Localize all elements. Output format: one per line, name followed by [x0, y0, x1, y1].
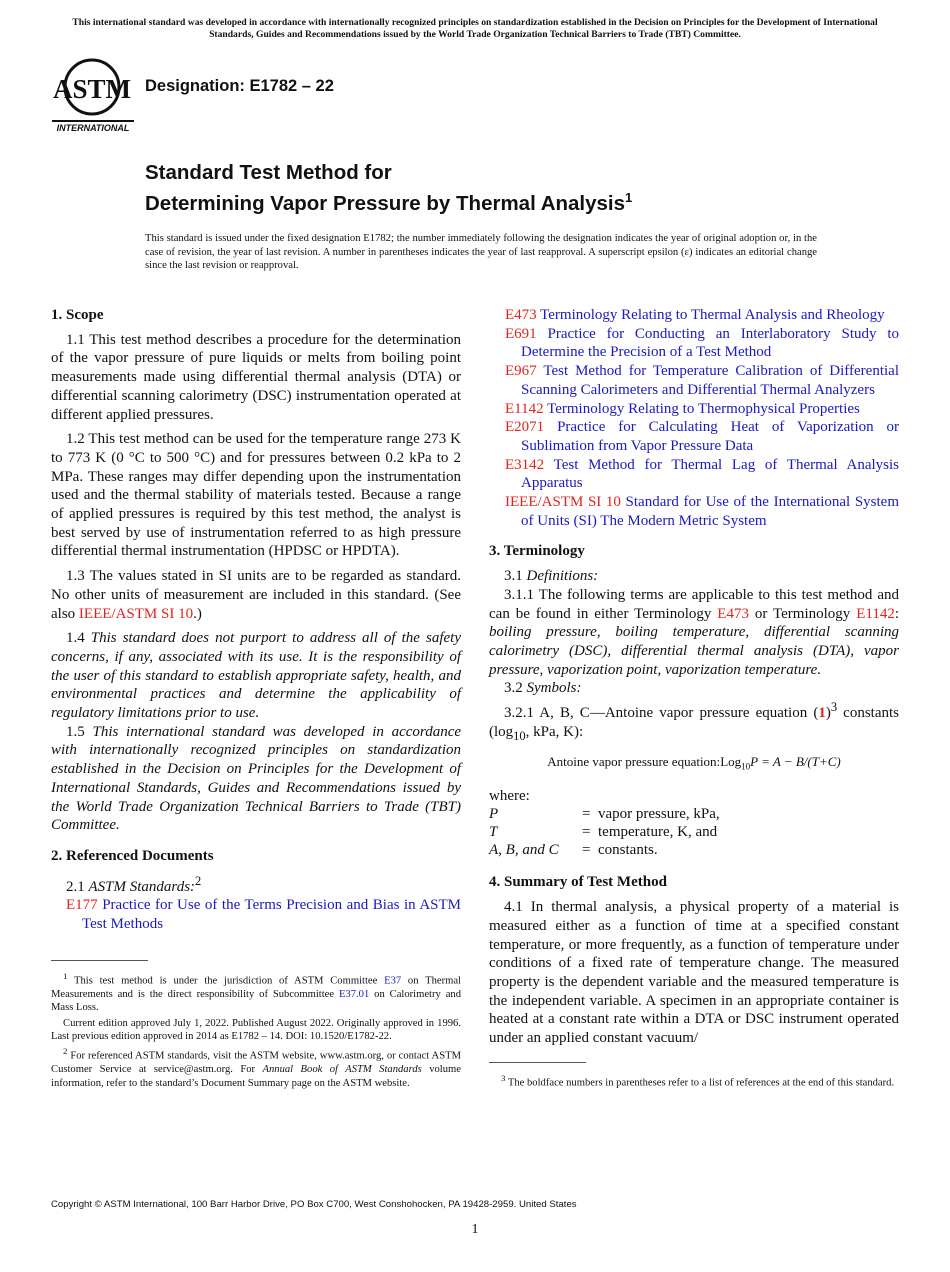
- ref-code[interactable]: E967: [505, 363, 537, 380]
- para-1-5: [51, 723, 461, 835]
- fn1-link-e3701[interactable]: E37.01: [338, 988, 370, 1000]
- right-column: [489, 306, 899, 1092]
- symbol-row: [489, 823, 720, 841]
- para-3-2-text: Symbols:: [526, 680, 582, 697]
- para-1-4-text: This standard does not purport to address all of the safety concerns, if any, associated with its use. It is the responsibility of the user of this standard to establish appropriate safety, health, and environmental practices and determine the applicability of regulatory limitations prior to use.: [51, 630, 461, 722]
- title-line-1: Standard Test Method for: [145, 161, 392, 184]
- ref-code[interactable]: E2071: [505, 419, 545, 436]
- reference-list: [489, 306, 899, 530]
- para-2-1-text: ASTM Standards:: [88, 878, 196, 895]
- ref-e177-title[interactable]: Practice for Use of the Terms Precision and Bias in ASTM Test Methods: [82, 897, 462, 933]
- ref-title[interactable]: Test Method for Temperature Calibration of Differential Scanning Calorimeters and Differential Thermal Analyzers: [521, 363, 899, 398]
- symbol-row: [489, 841, 720, 859]
- para-1-5-num: 1.5: [66, 723, 93, 740]
- ref-title[interactable]: Test Method for Thermal Lag of Thermal Analysis Apparatus: [521, 456, 899, 492]
- para-3-1-1-text: 3.1.1 The following terms are applicable to this test method and can be found in either Terminology: [489, 586, 899, 622]
- left-column: [51, 306, 461, 1092]
- para-3-2-num: 3.2: [504, 680, 527, 697]
- para-1-1: 1.1 This test method describes a procedure for the determination of the vapor pressure of pure liquids or melts from boiling point measurements made using differential thermal analysis (DTA) or differential scanning calorimetry (DSC) instrumentation operated at different applied pressures.: [51, 331, 461, 423]
- ref-e177-code[interactable]: E177: [66, 897, 98, 914]
- page-title: [145, 160, 865, 216]
- ref-item: [505, 456, 899, 493]
- section-1-heading: 1. Scope: [51, 307, 104, 323]
- fn2-italic: Annual Book of ASTM Standards: [262, 1064, 422, 1076]
- ref-title[interactable]: Terminology Relating to Thermal Analysis and Rheology: [540, 307, 885, 323]
- title-line-2-text: Determining Vapor Pressure by Thermal Analysis: [145, 191, 626, 215]
- footnote-1: $^1$ This test method is under the jurisdiction of ASTM Committee E37 on Thermal Measurements and is the direct responsibility of Subcommittee E37.01 on Calorimetry and Mass Loss.: [51, 970, 461, 1014]
- equation-log: Log: [720, 754, 742, 770]
- para-4-1: 4.1 In thermal analysis, a physical property of a material is measured either as a function of time at a specified constant temperature, or more frequently, as a function of temperature under conditions of a fixed rate of temperature change. The measured property is the dependent variable and the measured temperature is the independent variable. A specimen in an appropriate container is heated at a constant rate within a DTA or DSC instrument operated under an applied constant vacuum/: [489, 899, 899, 1047]
- para-3-2-1-text: 3.2.1 A, B, C—Antoine vapor pressure equation (: [504, 705, 819, 722]
- ref-code[interactable]: E3142: [505, 456, 545, 473]
- para-1-3-end: .): [193, 605, 202, 622]
- symbol-eq: =: [582, 842, 591, 859]
- svg-text:ASTM: ASTM: [52, 74, 132, 104]
- right-footnotes: [489, 1062, 899, 1090]
- ref-item: [505, 493, 899, 530]
- para-3-1-text: Definitions:: [526, 568, 599, 585]
- symbol-table: [489, 805, 720, 859]
- top-notice: This international standard was developed in accordance with internationally recognized principles on standardization established in the Decision on Principles for the Development of International Standards, Guides and Recommendations issued by the World Trade Organization Technical Barriers to Trade (TBT) Committee.: [72, 17, 878, 40]
- footnote-rule: [51, 960, 148, 961]
- section-4-heading: 4. Summary of Test Method: [489, 874, 667, 891]
- fn1-text-2: on Thermal Measurements and is the direct responsibility of Subcommittee: [51, 975, 461, 1000]
- para-1-4: [51, 629, 461, 723]
- symbol-desc: vapor pressure, kPa,: [598, 806, 720, 823]
- fn1-text-3: on Calorimetry and Mass Loss.: [51, 988, 461, 1014]
- para-1-2: 1.2 This test method can be used for the temperature range 273 K to 773 K (0 °C to 500 °C) and for pressures between 0.2 kPa to 2 MPa. These ranges may differ depending upon the instrumentation used and the thermal stability of materials tested. Because a range of applied pressures is required by this test method, the analyst is best served by use of instrumentation referred to as high pressure differential thermal instrumentation (HPDSC or HPDTA).: [51, 431, 461, 560]
- logo-text: INTERNATIONAL: [52, 120, 134, 133]
- antoine-equation: [489, 753, 899, 776]
- left-footnotes: [51, 960, 461, 1090]
- para-2-1-num: 2.1: [66, 878, 89, 895]
- ref-title[interactable]: Practice for Conducting an Interlaboratory Study to Determine the Precision of a Test Method: [521, 325, 899, 361]
- symbol-eq: =: [582, 806, 591, 823]
- ref-title[interactable]: Terminology Relating to Thermophysical Properties: [547, 400, 860, 417]
- ref-code[interactable]: IEEE/ASTM SI 10: [505, 494, 621, 511]
- symbol-desc: temperature, K, and: [598, 824, 718, 841]
- footnote-1-current: Current edition approved July 1, 2022. Published August 2022. Originally approved in 1996. Last previous edition approved in 2014 as E1782 – 14. DOI: 10.1520/E1782-22.: [51, 1017, 461, 1042]
- para-1-5-text: This international standard was developed in accordance with internationally recognized principles on standardization established in the Decision on Principles for the Development of International Standards, Guides and Recommendations issued by the World Trade Organization Technical Barriers to Trade (TBT) Committee.: [51, 723, 462, 834]
- para-3-1: [489, 567, 899, 586]
- ref-code[interactable]: E473: [505, 307, 537, 323]
- ref-title[interactable]: Practice for Calculating Heat of Vaporization or Sublimation from Vapor Pressure Data: [521, 419, 899, 454]
- ref-item: [505, 362, 899, 399]
- para-3-2-1-const: constants (log: [489, 705, 900, 740]
- link-e1142[interactable]: E1142: [856, 605, 895, 622]
- symbol-desc: constants.: [598, 842, 658, 859]
- title-line-2: [145, 185, 865, 216]
- ref-code[interactable]: E691: [505, 325, 537, 342]
- citation-1[interactable]: 1: [818, 705, 826, 722]
- footnote-2: $^2$ For referenced ASTM standards, visit the ASTM website, www.astm.org, or contact ASTM Customer Service at service@astm.org. For Annual Book of ASTM Standards volume information, refer to the standard’s Document Summary page on the ASTM website.: [51, 1046, 461, 1089]
- link-ieee-si10[interactable]: IEEE/ASTM SI 10: [78, 605, 194, 622]
- ref-item: [505, 325, 899, 362]
- symbol: P: [489, 806, 499, 823]
- equation-log-base: 10: [741, 762, 751, 773]
- para-2-1-footnote-mark: 2: [195, 873, 202, 888]
- issue-note: This standard is issued under the fixed designation E1782; the number immediately following the designation indicates the year of original adoption or, in the case of revision, the year of last revision. A number in parentheses indicates the year of last reapproval. A superscript epsilon (ε) indicates an editorial change since the last revision or reapproval.: [145, 233, 817, 271]
- fn1-link-e37[interactable]: E37: [384, 975, 402, 987]
- para-2-1: [51, 872, 461, 897]
- para-3-2-1-units: , kPa, K):: [525, 723, 584, 740]
- para-3-2-1-close: ): [825, 705, 831, 722]
- symbol-row: [489, 805, 720, 823]
- equation-label: Antoine vapor pressure equation:: [547, 754, 721, 770]
- symbol: T: [489, 824, 498, 841]
- para-1-3-text: 1.3 The values stated in SI units are to be regarded as standard. No other units of measurement are included in this standard. (See also: [51, 568, 461, 622]
- title-footnote-mark: 1: [625, 190, 633, 205]
- astm-logo: [52, 57, 134, 135]
- para-3-1-1: [489, 586, 899, 680]
- ref-item: [505, 306, 899, 325]
- symbol-eq: =: [582, 824, 591, 841]
- para-3-2: [489, 679, 899, 698]
- page-number: 1: [471, 1222, 479, 1237]
- ref-title[interactable]: Standard for Use of the International System of Units (SI) The Modern Metric System: [521, 494, 900, 529]
- log-base: 10: [513, 728, 526, 743]
- para-3-1-1-or: or Terminology: [748, 605, 857, 622]
- para-3-1-num: 3.1: [504, 568, 527, 585]
- section-3-heading: 3. Terminology: [489, 543, 585, 560]
- para-1-3: [51, 567, 461, 623]
- para-1-4-num: 1.4: [66, 630, 91, 647]
- section-2-heading: 2. Referenced Documents: [51, 847, 214, 864]
- fn2-text-2: volume information, refer to the standard’s Document Summary page on the ASTM website.: [51, 1064, 461, 1089]
- footnote-3: $^3$ The boldface numbers in parentheses refer to a list of references at the end of this standard.: [501, 1072, 895, 1089]
- link-e473[interactable]: E473: [717, 605, 749, 622]
- fn2-text: For referenced ASTM standards, visit the ASTM website, www.astm.org, or contact ASTM Customer Service at service@astm.org. For: [51, 1050, 461, 1076]
- designation: Designation: E1782 – 22: [145, 77, 334, 95]
- footnote-3-mark: 3: [830, 700, 838, 715]
- copyright: Copyright © ASTM International, 100 Barr Harbor Drive, PO Box C700, West Conshohocken, PA 19428-2959. United States: [51, 1199, 577, 1210]
- fn1-text: This test method is under the jurisdiction of ASTM Committee: [74, 975, 385, 987]
- equation-body: P = A − B/(T+C): [750, 754, 841, 770]
- ref-item: [505, 400, 899, 419]
- para-3-1-1-terms: boiling pressure, boiling temperature, differential scanning calorimetry (DSC), differential thermal analysis (DTA), vapor pressure, vaporization point, vaporization temperature.: [489, 624, 899, 678]
- fn3-text: The boldface numbers in parentheses refer to a list of references at the end of this standard.: [507, 1077, 895, 1089]
- para-3-2-1: [489, 698, 899, 745]
- symbol: A, B, and C: [489, 842, 559, 859]
- ref-item: [505, 418, 899, 455]
- para-3-1-1-colon: :: [894, 605, 899, 622]
- ref-code[interactable]: E1142: [505, 400, 544, 417]
- ref-e177: [51, 896, 461, 933]
- where-label: where:: [489, 787, 530, 804]
- footnote-rule: [489, 1062, 586, 1063]
